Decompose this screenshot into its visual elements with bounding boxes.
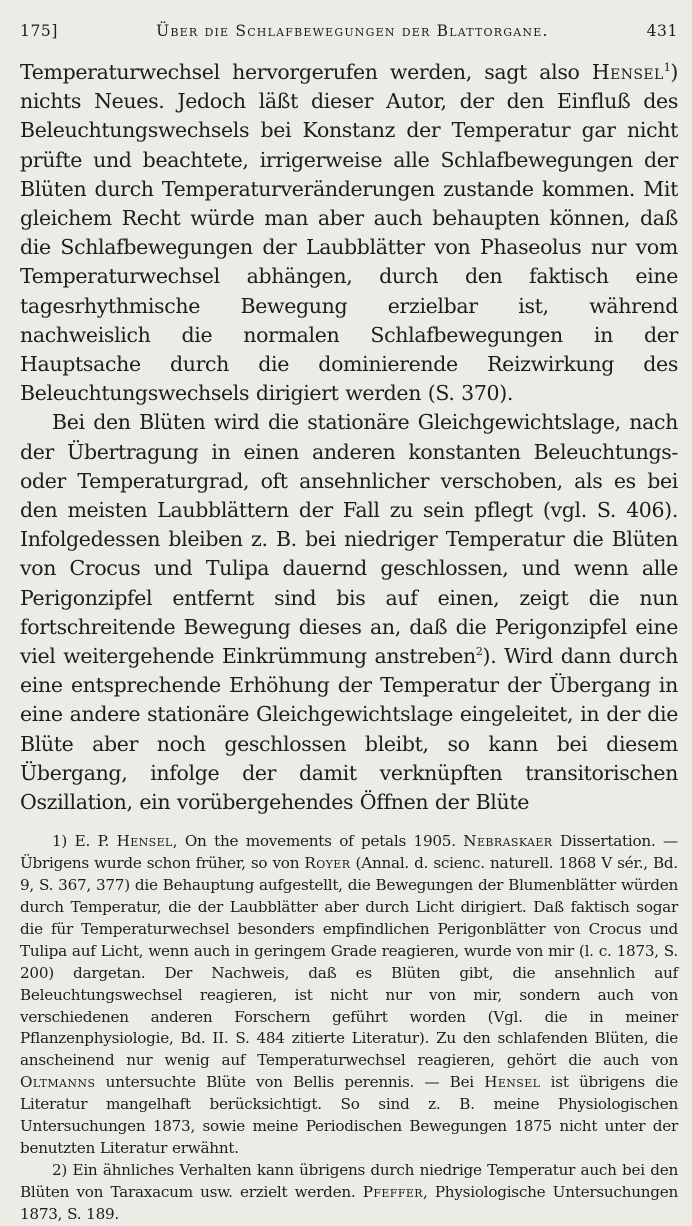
author-name: Oltmanns [20, 1073, 96, 1092]
author-name: Hensel [116, 832, 173, 851]
author-name: Hensel [484, 1073, 541, 1092]
author-name: Hensel [591, 60, 664, 84]
footnote-2: 2) Ein ähnliches Verhalten kann übrigens durch niedrige Temperatur auch bei den Blüten von Taraxacum usw. erzielt werden. Pfeffer, Physiologische Untersuchungen 1873, S. 189. [20, 1160, 678, 1223]
footnote-marker: 2) [52, 1160, 68, 1179]
author-name: Pfeffer [362, 1182, 423, 1201]
footnote-ref[interactable]: 1 [663, 61, 671, 75]
page-number: 431 [646, 22, 678, 40]
main-text [20, 58, 678, 817]
author-name: Royer [304, 854, 351, 873]
footnote-1: 1) E. P. Hensel, On the movements of petals 1905. Nebraskaer Dissertation. — Übrigens wurde schon früher, so von Royer (Annal. d. scienc. naturell. 1868 V sér., Bd. 9, S. 367, 377) die Behauptung aufgestellt, die Bewegungen der Blumenblätter würden durch Temperatur, die der Laubblätter aber durch Licht dirigiert. Daß faktisch sogar die für Temperaturwechsel besonders empfindlichen Perigonblätter von Crocus und Tulipa auf Licht, wenn auch in geringem Grade reagieren, wurde von mir (l. c. 1873, S. 200) dargetan. Der Nachweis, daß es Blüten gibt, die ansehnlich auf Beleuchtungswechsel reagieren, ist nicht nur von mir, sondern auch von verschiedenen anderen Forschern geführt worden (Vgl. die in meiner Pflanzenphysiologie, Bd. II. S. 484 zitierte Literatur). Zu den schlafenden Blüten, die anscheinend nur wenig auf Temperaturwechsel reagieren, gehört die auch von Oltmanns untersuchte Blüte von Bellis perennis. — Bei Hensel ist übrigens die Literatur mangelhaft berücksichtigt. So sind z. B. meine Physiologischen Untersuchungen 1873, sowie meine Periodischen Bewegungen 1875 nicht unter der benutzten Literatur erwähnt. [20, 832, 678, 1157]
footnote-ref[interactable]: 2 [475, 645, 483, 659]
footnote-marker: 1) [52, 832, 68, 851]
footnotes [20, 831, 678, 1225]
institution-name: Nebraskaer [463, 832, 553, 851]
running-head [20, 22, 678, 52]
section-number: 175] [20, 22, 59, 40]
paragraph-1: Temperaturwechsel hervorgerufen werden, sagt also Hensel$^1$) nichts Neues. Jedoch läßt dieser Autor, der den Einfluß des Beleuchtungswechsels bei Konstanz der Temperatur gar nicht prüfte und beachtete, irrigerweise alle Schlafbewegungen der Blüten durch Temperaturveränderungen zustande kommen. Mit gleichem Recht würde man aber auch behaupten können, daß die Schlafbewegungen der Laubblätter von Phaseolus nur vom Temperaturwechsel abhängen, durch den faktisch eine tagesrhythmische Bewegung erzielbar ist, während nachweislich die normalen Schlafbewegungen in der Hauptsache durch die dominierende Reizwirkung des Beleuchtungswechsels dirigiert werden (S. 370). [20, 60, 678, 406]
running-title: Über die Schlafbewegungen der Blattorgane. [156, 22, 549, 40]
paragraph-2: Bei den Blüten wird die stationäre Gleichgewichtslage, nach der Übertragung in einen anderen konstanten Beleuchtungs- oder Temperaturgrad, oft ansehnlicher verschoben, als es bei den meisten Laubblättern der Fall zu sein pflegt (vgl. S. 406). Infolgedessen bleiben z. B. bei niedriger Temperatur die Blüten von Crocus und Tulipa dauernd geschlossen, und wenn alle Perigonzipfel entfernt sind bis auf einen, zeigt die nun fortschreitende Bewegung dieses an, daß die Perigonzipfel eine viel weitergehende Einkrümmung anstreben$^2$). Wird dann durch eine entsprechende Erhöhung der Temperatur der Übergang in eine andere stationäre Gleichgewichtslage eingeleitet, in der die Blüte aber noch geschlossen bleibt, so kann bei diesem Übergang, infolge der damit verknüpften transitorischen Oszillation, ein vorübergehendes Öffnen der Blüte [20, 410, 678, 815]
